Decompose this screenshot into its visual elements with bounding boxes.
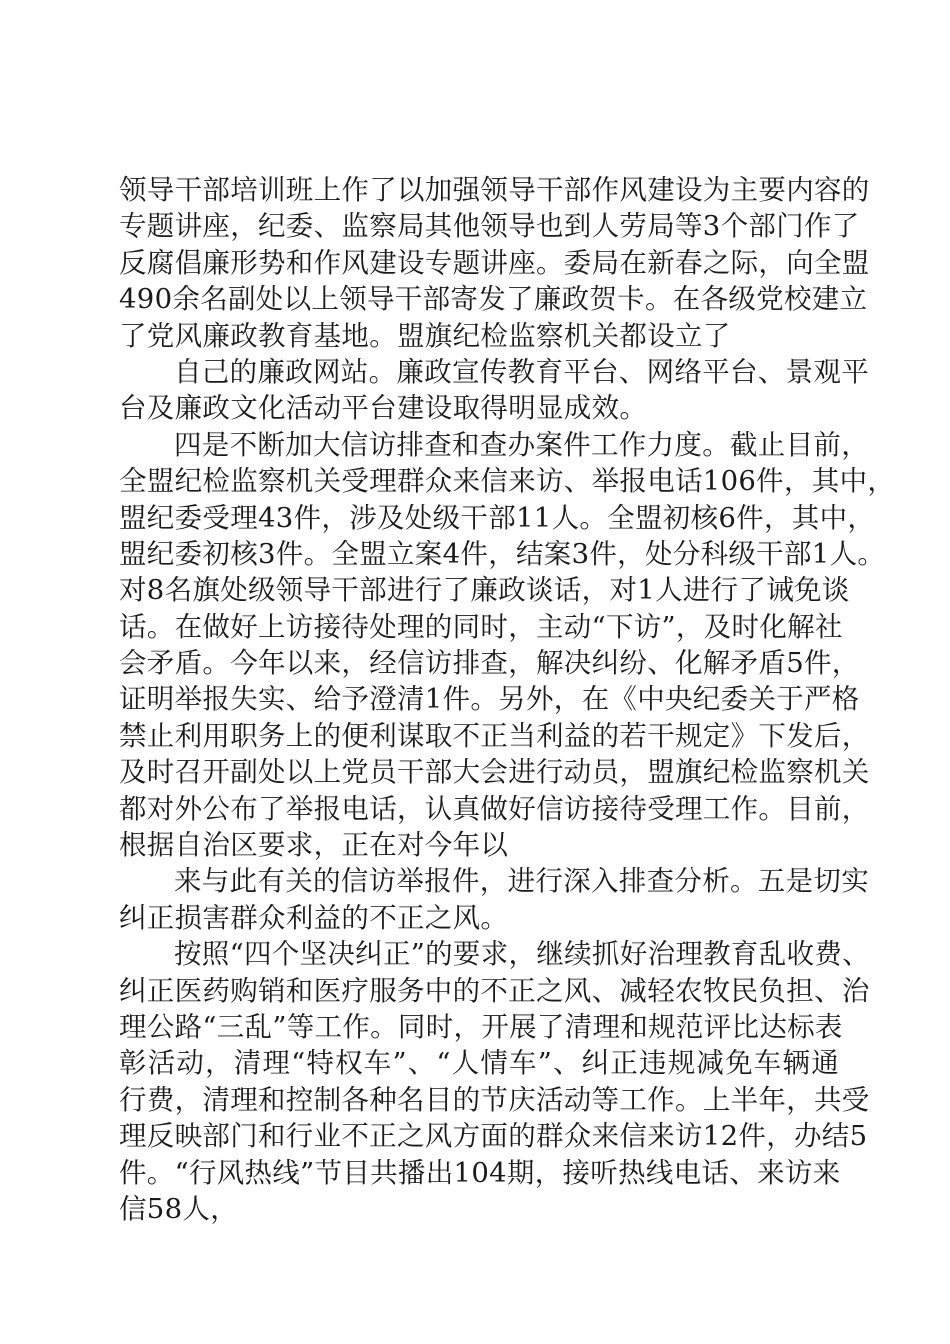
text-line: 件。“行风热线”节目共播出104期，接听热线电话、来访来 [119, 1156, 841, 1189]
text-line: 反腐倡廉形势和作风建设专题讲座。委局在新春之际，向全盟 [119, 246, 870, 279]
text-line: 全盟纪检监察机关受理群众来信来访、举报电话106件，其中， [119, 465, 896, 498]
text-line: 来与此有关的信访举报件，进行深入排查分析。五是切实 [174, 865, 869, 898]
text-line: 彰活动，清理“特权车”、“人情车”、纠正违规减免车辆通 [119, 1047, 839, 1080]
text-line: 及时召开副处以上党员干部大会进行动员，盟旗纪检监察机关 [119, 756, 870, 789]
text-line: 四是不断加大信访排查和查办案件工作力度。截止目前， [174, 428, 869, 461]
text-line: 纠正医药购销和医疗服务中的不正之风、减轻农牧民负担、治 [119, 974, 870, 1007]
text-line: 话。在做好上访接待处理的同时，主动“下访”，及时化解社 [119, 610, 843, 643]
text-line: 盟纪委受理43件，涉及处级干部11人。全盟初核6件，其中， [119, 501, 876, 534]
text-line: 禁止利用职务上的便利谋取不正当利益的若干规定》下发后， [119, 719, 870, 752]
text-line: 盟纪委初核3件。全盟立案4件，结案3件，处分科级干部1人。 [119, 537, 886, 570]
text-line: 自己的廉政网站。廉政宣传教育平台、网络平台、景观平 [174, 355, 869, 388]
text-line: 信58人， [119, 1192, 238, 1225]
text-line: 了党风廉政教育基地。盟旗纪检监察机关都设立了 [119, 319, 731, 352]
text-line: 纠正损害群众利益的不正之风。 [119, 901, 509, 934]
body-text [119, 172, 896, 1227]
text-line: 理反映部门和行业不正之风方面的群众来信来访12件，办结5 [119, 1120, 868, 1153]
text-line: 会矛盾。今年以来，经信访排查，解决纠纷、化解矛盾5件， [119, 647, 860, 680]
text-line: 证明举报失实、给予澄清1件。另外，在《中央纪委关于严格 [119, 683, 860, 716]
text-line: 台及廉政文化活动平台建设取得明显成效。 [119, 392, 648, 425]
text-line: 行费，清理和控制各种名目的节庆活动等工作。上半年，共受 [119, 1083, 870, 1116]
text-line: 领导干部培训班上作了以加强领导干部作风建设为主要内容的 [119, 174, 870, 206]
text-line: 理公路“三乱”等工作。同时，开展了清理和规范评比达标表 [119, 1010, 843, 1043]
text-line: 490余名副处以上领导干部寄发了廉政贺卡。在各级党校建立 [119, 283, 868, 316]
text-line: 专题讲座，纪委、监察局其他领导也到人劳局等3个部门作了 [119, 210, 860, 243]
text-line: 都对外公布了举报电话，认真做好信访接待受理工作。目前， [119, 792, 870, 825]
text-line: 对8名旗处级领导干部进行了廉政谈话，对1人进行了诫免谈 [119, 574, 850, 607]
text-line: 根据自治区要求，正在对今年以 [119, 829, 509, 862]
text-line: 按照“四个坚决纠正”的要求，继续抓好治理教育乱收费、 [174, 938, 870, 971]
